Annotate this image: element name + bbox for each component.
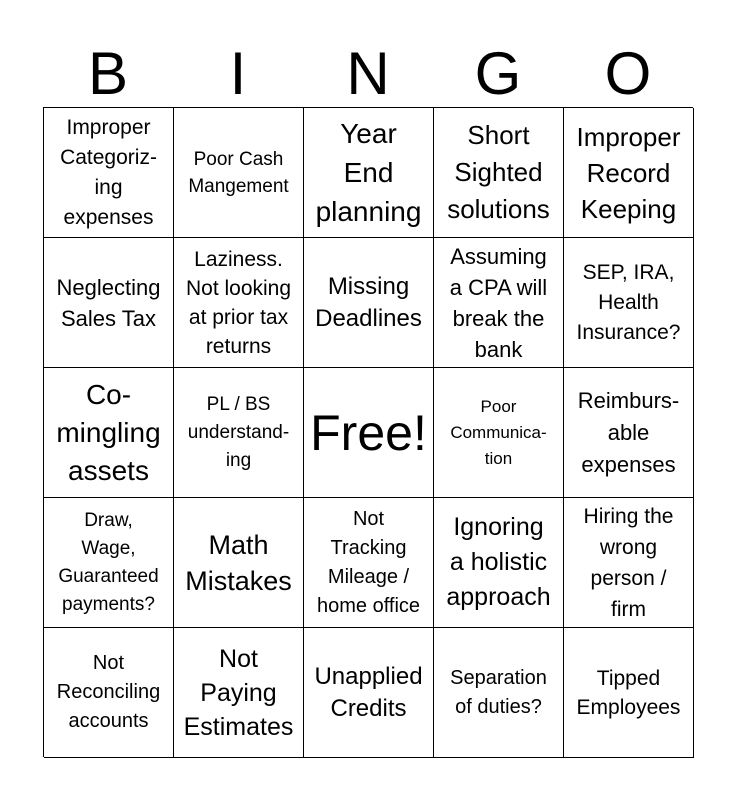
- cell-text: Draw, Wage, Guaranteed payments?: [58, 509, 159, 615]
- cell-text: Tipped Employees: [576, 666, 681, 719]
- cell-text: Not Reconciling accounts: [56, 652, 161, 732]
- header-letter-i: I: [229, 40, 247, 107]
- bingo-board: [43, 107, 693, 757]
- bingo-cell[interactable]: [434, 368, 564, 498]
- bingo-cell[interactable]: [434, 628, 564, 758]
- cell-text: Separation of duties?: [450, 666, 547, 718]
- cell-text: Reimburs- able expenses: [577, 387, 680, 477]
- cell-text: Laziness. Not looking at prior tax returns: [185, 247, 292, 358]
- free-space: Free!: [310, 404, 427, 461]
- cell-text: Unapplied Credits: [314, 662, 423, 722]
- cell-text: Short Sighted solutions: [447, 120, 550, 224]
- bingo-cell[interactable]: [304, 368, 434, 498]
- bingo-cell[interactable]: [174, 108, 304, 238]
- bingo-cell[interactable]: [44, 108, 174, 238]
- bingo-cell[interactable]: [434, 108, 564, 238]
- bingo-cell[interactable]: [174, 498, 304, 628]
- bingo-cell[interactable]: [174, 628, 304, 758]
- header-letter-n: N: [346, 40, 390, 107]
- bingo-cell[interactable]: [174, 238, 304, 368]
- cell-text: Not Paying Estimates: [183, 644, 294, 741]
- bingo-cell[interactable]: [44, 498, 174, 628]
- cell-text: Ignoring a holistic approach: [446, 513, 551, 611]
- bingo-cell[interactable]: [304, 498, 434, 628]
- bingo-cell[interactable]: [434, 238, 564, 368]
- cell-text: Hiring the wrong person / firm: [583, 504, 674, 621]
- cell-text: PL / BS understand- ing: [187, 393, 290, 471]
- bingo-cell[interactable]: [174, 368, 304, 498]
- bingo-cell[interactable]: [564, 498, 694, 628]
- bingo-cell[interactable]: [564, 108, 694, 238]
- header-letter-o: O: [604, 40, 652, 107]
- bingo-cell[interactable]: [564, 238, 694, 368]
- cell-text: Missing Deadlines: [315, 272, 422, 332]
- cell-text: Assuming a CPA will break the bank: [449, 243, 548, 362]
- bingo-cell[interactable]: [434, 498, 564, 628]
- cell-text: Improper Record Keeping: [576, 121, 681, 224]
- bingo-cell[interactable]: [304, 628, 434, 758]
- header-letter-g: G: [474, 40, 522, 107]
- cell-text: Improper Categoriz- ing expenses: [60, 115, 157, 229]
- cell-text: Not Tracking Mileage / home office: [316, 507, 421, 617]
- bingo-cell[interactable]: [44, 628, 174, 758]
- cell-text: Year End planning: [315, 118, 422, 227]
- bingo-cell[interactable]: [304, 108, 434, 238]
- bingo-cell[interactable]: [564, 368, 694, 498]
- cell-text: SEP, IRA, Health Insurance?: [576, 260, 681, 344]
- header-letter-b: B: [87, 40, 129, 107]
- bingo-cell[interactable]: [44, 368, 174, 498]
- bingo-cell[interactable]: [564, 628, 694, 758]
- cell-text: Neglecting Sales Tax: [56, 274, 161, 331]
- cell-text: Co- mingling assets: [56, 378, 161, 486]
- bingo-header: [43, 40, 693, 108]
- cell-text: Poor Communica- tion: [450, 396, 547, 468]
- cell-text: Math Mistakes: [185, 529, 292, 596]
- cell-text: Poor Cash Mangement: [188, 148, 289, 197]
- bingo-cell[interactable]: [44, 238, 174, 368]
- bingo-cell[interactable]: [304, 238, 434, 368]
